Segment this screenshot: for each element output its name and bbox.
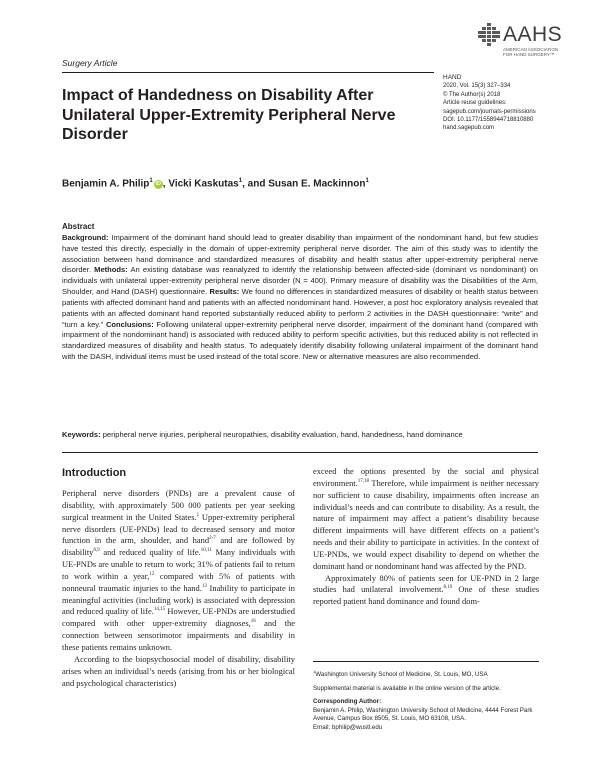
logo-wordmark: AAHS: [503, 23, 563, 46]
header-divider: [62, 72, 434, 73]
citation-ref[interactable]: 8,9: [93, 548, 100, 554]
text-run: and are followed by disability: [62, 535, 295, 558]
journal-site-link[interactable]: hand.sagepub.com: [443, 125, 495, 132]
text-run: compared with 5% of patients with nonneural traumatic injuries to the hand.: [62, 570, 295, 593]
author-list: [62, 178, 542, 189]
abstract-results-label: Results:: [209, 287, 240, 297]
footnotes: [313, 668, 539, 733]
abstract-background-label: Background:: [62, 232, 109, 242]
author-name: Vicki Kaskutas: [168, 178, 239, 190]
author-name: Susan E. Mackinnon: [268, 178, 366, 190]
article-title: Impact of Handedness on Disability After Unilateral Upper-Extremity Peripheral Nerve Disorder: [62, 87, 396, 143]
citation-ref[interactable]: 1: [196, 512, 200, 518]
orcid-icon[interactable]: iD: [155, 181, 162, 188]
abstract-methods-label: Methods:: [94, 265, 128, 275]
text-run: Therefore, while impairment is neither necessary nor sufficient to cause disability, impairments often increase an individual’s needs and can contribute to disability. As a result, the nature of impairment may affect a patient’s disability because different impairments will have different effects on a patient’s needs and their ability to participate in activities. In the context of UE-PNDs, we would expect disability to depend on whether the dominant hand or nondominant hand was affected by the PND.: [313, 477, 539, 571]
citation-ref[interactable]: 13: [201, 583, 207, 589]
citation-ref[interactable]: 2-7: [209, 536, 216, 542]
author-separator: ,: [162, 178, 169, 190]
affiliation-marker: 1: [238, 178, 243, 184]
text-run: Upper-extremity peripheral nerve disorders (UE-PNDs) lead to decreased sensory and motor function in the arm, shoulder, and hand: [62, 511, 296, 546]
journal-reuse: Article reuse guidelines:: [443, 100, 507, 107]
text-run: exceed the options presented by the social and physical environment.: [313, 466, 539, 488]
logo-subtitle: AMERICAN ASSOCIATION FOR HAND SURGERY™: [503, 47, 559, 57]
author-name: Benjamin A. Philip: [62, 178, 150, 190]
abstract-methods: An existing database was reanalyzed to identify the relationship between affected-side (dominant vs nondominant) on individuals with unilateral upper-extremity peripheral nerve disorder (N = 400). Primary measure of disability was the Disabilities of the Arm, Shoulder, and Hand (DASH) questionnaire.: [62, 265, 538, 297]
citation-ref[interactable]: 17,18: [357, 479, 370, 485]
abstract-background: Impairment of the dominant hand should lead to greater disability than impairment of the nondominant hand, but few studies have tested this directly, especially in the domain of upper-extremity peripheral nerve disorder. The aim of this study was to identify the association between hand dominance and standardized measures of disability and health status after upper-extremity peripheral nerve disorder.: [62, 232, 538, 275]
text-run: Approximately 80% of patients seen for UE-PND in 2 large studies had unilateral involvement.: [313, 572, 539, 595]
text-run: and the connection between sensorimotor impairments and disability in these patients remains unknown.: [62, 618, 296, 652]
keywords: [62, 430, 542, 440]
abstract-conclusions: Following unilateral upper-extremity peripheral nerve disorder, impairment of the dominant hand (compared with impairment of the nondominant hand) is associated with reduced ability to perform specific activities, but this reduced ability is not reflected in standardized measures of disability and health status. To adequately identify disability following unilateral impairment of the dominant hand with the DASH, individual items must be used instead of the total score. New or alternative measures are also recommended.: [62, 319, 538, 362]
text-run: Inability to participate in meaningful activities (including work) is associated with depression and reduced quality of life.: [62, 582, 295, 617]
journal-doi[interactable]: DOI: 10.1177/1558944718810880: [443, 117, 534, 124]
author-separator: , and: [242, 178, 269, 190]
affiliation-marker: 1: [365, 178, 369, 184]
section-heading-introduction: Introduction: [62, 467, 127, 479]
affiliation-marker: 1: [313, 669, 316, 674]
citation-ref[interactable]: 16: [250, 619, 256, 625]
paragraph: [62, 488, 295, 654]
body-column-left: [62, 488, 295, 689]
section-divider: [62, 452, 538, 453]
journal-copyright: © The Author(s) 2018: [443, 91, 501, 98]
abstract-conclusions-label: Conclusions:: [105, 319, 154, 329]
text-run: Many individuals with UE-PNDs are unable to return to work; 31% of patients fail to return to work within a year,: [62, 547, 295, 581]
citation-ref[interactable]: 10,11: [200, 548, 212, 554]
abstract-heading: Abstract: [62, 222, 95, 231]
citation-ref[interactable]: 12: [149, 572, 155, 578]
keywords-label: Keywords:: [62, 430, 101, 439]
corresponding-author-address: Benjamin A. Philip, Washington University School of Medicine, 4444 Forest Park Avenue, Campus Box 8505, St. Louis, MO 63108, USA.: [313, 706, 533, 723]
paragraph: [313, 466, 539, 573]
affiliation-text: Washington University School of Medicine, St. Louis, MO, USA: [315, 671, 488, 679]
paragraph: According to the biopsychosocial model of disability, disability arises when an individual’s needs (arising from his or her biological and psychological characteristics): [62, 653, 295, 688]
citation-ref[interactable]: 14,15: [153, 607, 166, 613]
journal-citation: 2020, Vol. 15(3) 327–334: [443, 83, 511, 90]
citation-ref[interactable]: 8,19: [443, 585, 453, 591]
text-run: and reduced quality of life.: [99, 547, 201, 558]
journal-info: [443, 74, 563, 133]
abstract: [62, 222, 538, 363]
abstract-results: We found no differences in standardized measures of disability or health status between patients with affected dominant hand and patients with an affected nondominant hand. However, a post hoc exploratory analysis revealed that patients with an affected dominant hand reported substantially reduced ability to perform 2 activities in the DASH questionnaire: “write” and “turn a key.”: [62, 287, 538, 329]
affiliation: [313, 668, 539, 680]
supplemental-note: Supplemental material is available in the online version of the article.: [313, 684, 501, 692]
publisher-logo: [477, 22, 563, 66]
article-type: Surgery Article: [62, 58, 118, 68]
paragraph: [313, 573, 539, 609]
text-run: Peripheral nerve disorders (PNDs) are a prevalent cause of disability, with approximately 500 000 patients per year seeking surgical treatment in the United States.: [62, 488, 295, 522]
logo-grid-icon: [477, 22, 501, 48]
journal-name: HAND: [443, 74, 462, 81]
text-run: However, UE-PNDs are understudied compared with other upper-extremity diagnoses,: [62, 606, 295, 629]
keywords-text: peripheral nerve injuries, peripheral neuropathies, disability evaluation, hand, handedness, hand dominance: [100, 430, 463, 439]
corresponding-author-email[interactable]: Email: bphilip@wustl.edu: [313, 724, 383, 732]
text-run: One of these studies reported patient hand dominance and found dom-: [313, 584, 539, 607]
abstract-body: [62, 233, 538, 363]
footnote-divider: [313, 661, 539, 662]
journal-reuse-link[interactable]: sagepub.com/journals-permissions: [443, 108, 536, 115]
affiliation-marker: 1: [149, 178, 153, 184]
body-column-right: [313, 466, 539, 608]
corresponding-author-label: Corresponding Author:: [313, 698, 382, 706]
